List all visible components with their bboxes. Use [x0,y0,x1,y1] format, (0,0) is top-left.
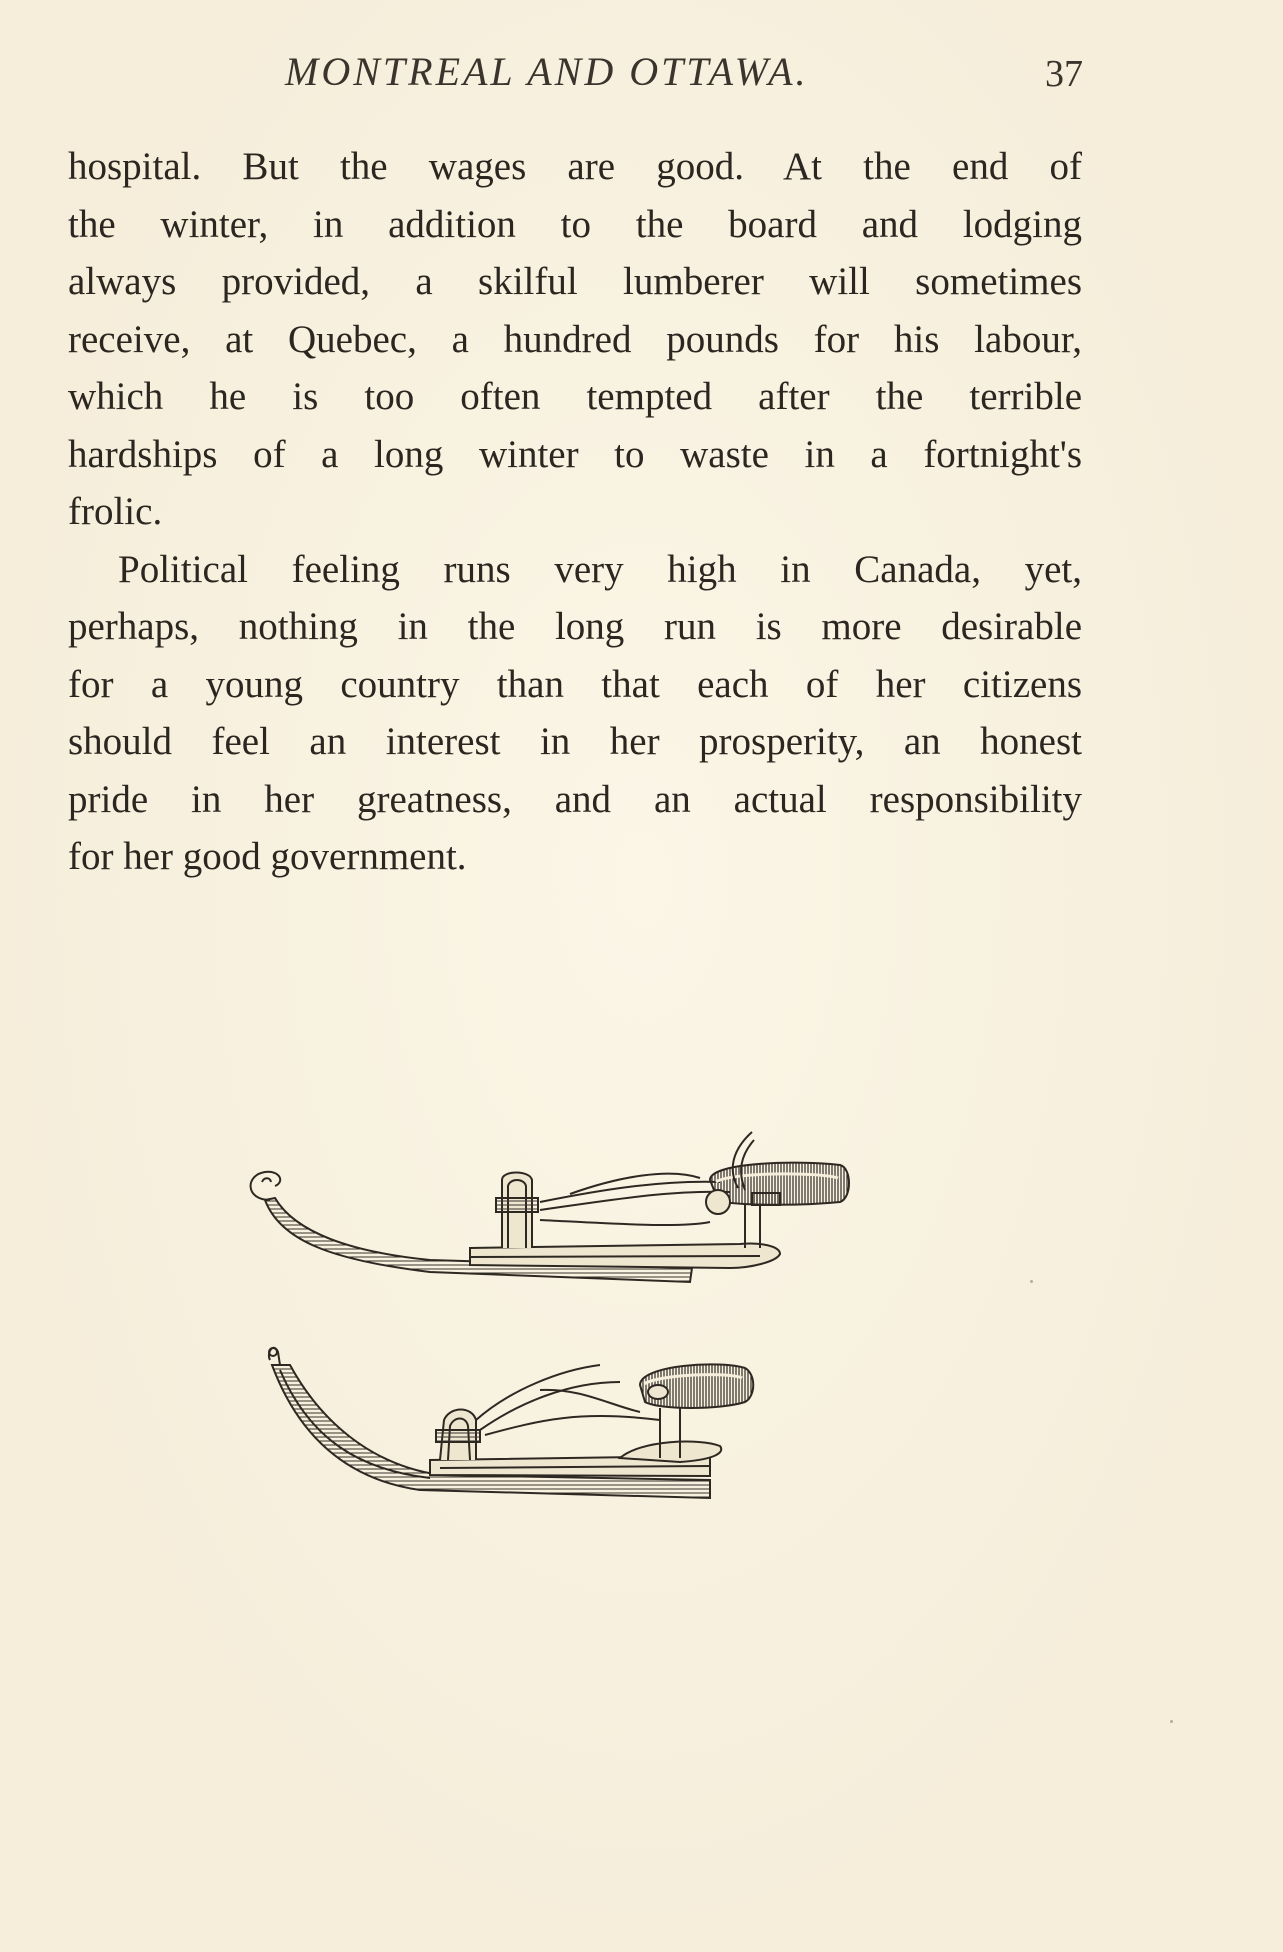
text-line: always provided, a skilful lumberer will sometimes [68,260,1082,303]
text-line: for her good government. [68,835,467,878]
text-line: hospital. But the wages are good. At the end of [68,145,1082,188]
running-head [0,48,1283,108]
text-line: receive, at Quebec, a hundred pounds for his labour, [68,317,1082,361]
text-line: for a young country than that each of her citizens [68,662,1082,706]
text-line: perhaps, nothing in the long run is more desirable [68,605,1082,648]
text-line: pride in her greatness, and an actual responsibility [68,777,1082,821]
text-line: which he is too often tempted after the terrible [68,375,1082,418]
body-text [68,138,1082,886]
text-line: frolic. [68,490,163,533]
text-line: hardships of a long winter to waste in a fortnight's [68,432,1082,476]
running-title: MONTREAL AND OTTAWA. [285,49,809,94]
paragraph-2 [68,541,1082,886]
paragraph-1 [68,138,1082,541]
page-number: 37 [1045,53,1083,95]
text-line: Political feeling runs very high in Canada, yet, [118,547,1082,591]
skates-engraving [240,1120,960,1550]
upper-skate [251,1132,849,1282]
text-line: the winter, in addition to the board and lodging [68,202,1082,246]
lower-skate [269,1348,753,1498]
skates-illustration [240,1120,960,1550]
text-line: should feel an interest in her prosperity, an honest [68,720,1082,763]
paper-speck [1170,1720,1173,1723]
paper-speck [1030,1280,1033,1283]
